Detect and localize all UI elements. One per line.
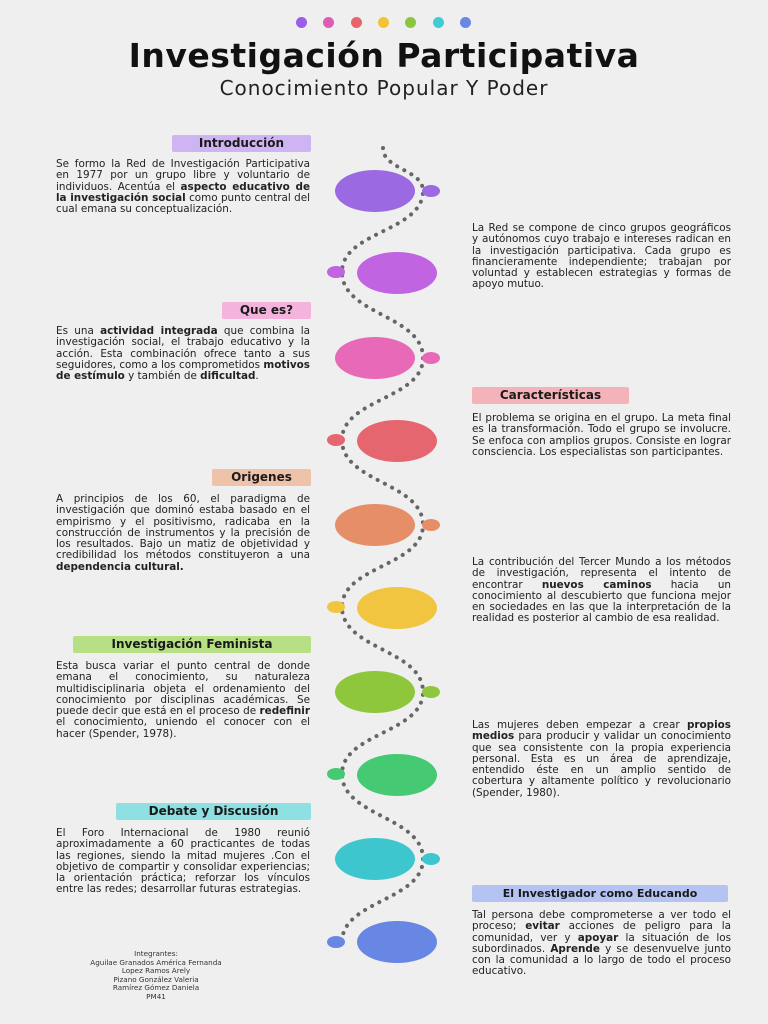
section-paragraph-left xyxy=(56,494,310,573)
section-paragraph-left xyxy=(56,661,310,740)
timeline-connector-dot xyxy=(327,768,345,780)
section-tag-right: Características xyxy=(472,387,629,404)
paragraph-text: A principios de los 60, el paradigma de investigación que dominó estaba basado en el empirismo y el positivismo, radicaba en la construcción de instrumentos y la precisión de los resultados. Bajo un matiz de objetividad y credibilidad los métodos constituyeron a una xyxy=(56,493,310,562)
timeline-connector-dot xyxy=(327,601,345,613)
section-tag-left: Que es? xyxy=(222,302,311,319)
timeline-circle xyxy=(335,170,415,212)
timeline-connector-dot xyxy=(422,185,440,197)
paragraph-text: Esta busca variar el punto central de donde emana el conocimiento, su naturaleza multidisciplinaria objeta el ordenamiento del conocimiento por disciplinas académicas. Se puede decir que está en el proceso de xyxy=(56,660,310,718)
timeline-connector-dot xyxy=(327,936,345,948)
paragraph-text: la situación de los subordinados. xyxy=(472,931,732,955)
paragraph-emphasis: aspecto educativo de la investigación social xyxy=(56,180,310,204)
timeline-circle xyxy=(335,337,415,379)
paragraph-text: El Foro Internacional de 1980 reunió aproximadamente a 60 practicantes de todas las regiones, siendo la mitad mujeres .Con el objetivo de compartir y consolidar experiencias; la orientación práctica; reforzar los vínculos entre las redes; desarrollar futuras estrategias. xyxy=(56,827,310,896)
timeline-connector-dot xyxy=(422,352,440,364)
paragraph-text: La Red se compone de cinco grupos geográficos y autónomos cuyo trabajo e intereses radican en la investigación participativa. Cada grupo es financieramente independiente; trabajan por voluntad y establecen estrategias y formas de apoyo mutuo. xyxy=(472,222,731,291)
section-paragraph-left xyxy=(56,828,310,896)
paragraph-emphasis: Aprende xyxy=(550,942,600,955)
paragraph-text: Las mujeres deben empezar a crear xyxy=(472,719,687,731)
timeline-connector-dot xyxy=(327,266,345,278)
paragraph-text: Se formo la Red de Investigación Participativa en 1977 por un grupo libre y voluntario de individuos. Acentúa el xyxy=(56,158,310,193)
timeline-connector-dot xyxy=(422,686,440,698)
credits-name: Lopez Ramos Arely xyxy=(121,966,191,976)
paragraph-text: y se desenvuelve junto con la comunidad a lo largo de todo el proceso educativo. xyxy=(472,942,732,978)
section-paragraph-left xyxy=(56,159,310,215)
paragraph-text: Tal persona debe comprometerse a ver todo el proceso; xyxy=(472,909,731,933)
paragraph-emphasis: propios medios xyxy=(472,719,731,743)
paragraph-text: La contribución del Tercer Mundo a los métodos de investigación, representa el intento de encontrar xyxy=(472,556,731,591)
credits xyxy=(56,950,256,1002)
timeline-circle xyxy=(357,587,437,629)
timeline-circle xyxy=(335,504,415,546)
section-tag-left: Origenes xyxy=(212,469,311,486)
page-title: Investigación Participativa xyxy=(128,36,640,75)
paragraph-emphasis: nuevos caminos xyxy=(541,578,652,591)
credits-name: Pizano González Valeria xyxy=(113,974,199,984)
credits-name: PM41 xyxy=(146,991,166,1001)
timeline-connector-dot xyxy=(327,434,345,446)
timeline-circle xyxy=(335,838,415,880)
paragraph-text: . xyxy=(255,370,259,383)
paragraph-emphasis: evitar xyxy=(525,920,560,933)
timeline-circle xyxy=(357,420,437,462)
section-paragraph-left xyxy=(56,326,310,382)
paragraph-text: Es una xyxy=(56,325,101,337)
timeline-connector-dot xyxy=(422,519,440,531)
timeline-connector-dot xyxy=(422,853,440,865)
paragraph-text: como punto central del cual emana su conceptualización. xyxy=(56,191,311,216)
credits-name: Aguilae Granados América Fernanda xyxy=(90,957,222,967)
section-paragraph-right xyxy=(472,910,731,978)
section-tag-right: El Investigador como Educando xyxy=(472,885,728,902)
paragraph-emphasis: motivos de estímulo xyxy=(56,358,310,383)
paragraph-emphasis: redefinir xyxy=(259,705,310,718)
credits-heading: Integrantes: xyxy=(134,949,178,958)
paragraph-text: el conocimiento, uniendo el conocer con el hacer (Spender, 1978). xyxy=(56,716,310,740)
section-paragraph-right xyxy=(472,223,731,291)
section-paragraph-right xyxy=(472,720,731,799)
credits-name: Ramírez Gómez Daniela xyxy=(112,983,200,993)
paragraph-emphasis: dependencia cultural. xyxy=(56,560,184,573)
section-tag-left: Debate y Discusión xyxy=(116,803,311,820)
timeline-circle xyxy=(335,671,415,713)
paragraph-text: El problema se origina en el grupo. La meta final es la transformación. Todo el grupo se involucre. Se enfoca con amplios grupos. Consiste en lograr consciencia. Los especialistas son participantes. xyxy=(472,412,731,458)
page-subtitle: Conocimiento Popular Y Poder xyxy=(219,76,549,100)
paragraph-text: hacia un conocimiento al descubierto que funciona mejor en sociedades en las que la interpretación de la realidad es posterior al cambio de esa realidad. xyxy=(472,578,731,625)
section-tag-left: Introducción xyxy=(172,135,311,152)
paragraph-text: para producir y validar un conocimiento que sea consistente con la propia experiencia personal. Esta es un área de aprendizaje, entendido éste en un amplio sentido de cobertura y altamente político y revolucionario (Spender, 1980). xyxy=(472,730,731,799)
timeline-circle xyxy=(357,921,437,963)
paragraph-text: que combina la investigación social, el trabajo educativo y la acción. Esta combinación ofrece tanto a sus seguidores, como a los comprometidos xyxy=(56,325,310,371)
section-paragraph-right xyxy=(472,557,731,625)
paragraph-text: y también de xyxy=(124,370,201,383)
section-paragraph-right xyxy=(472,413,731,458)
paragraph-emphasis: apoyar xyxy=(577,931,619,944)
paragraph-emphasis: actividad integrada xyxy=(100,325,218,337)
timeline-circle xyxy=(357,754,437,796)
section-tag-left: Investigación Feminista xyxy=(73,636,311,653)
paragraph-text: acciones de peligro para la comunidad, ver y xyxy=(472,920,732,944)
paragraph-emphasis: dificultad xyxy=(200,370,256,383)
timeline-circle xyxy=(357,252,437,294)
